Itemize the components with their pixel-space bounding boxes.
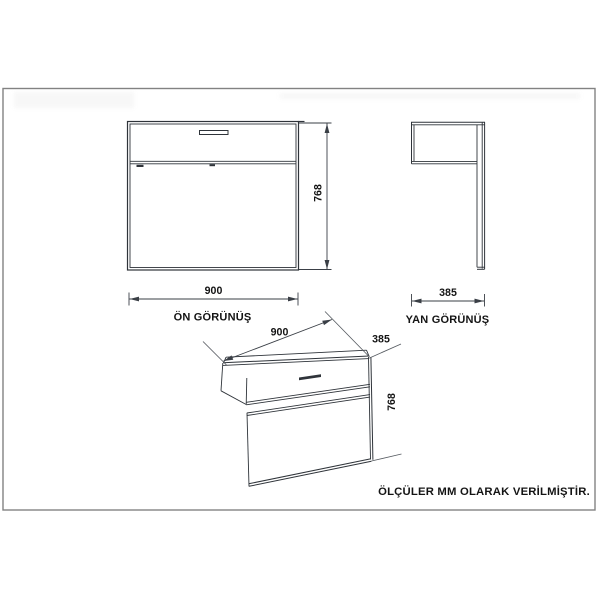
perspective-view <box>203 312 402 487</box>
extension-line <box>325 312 370 358</box>
side-view-caption: YAN GÖRÜNÜŞ <box>405 314 490 326</box>
drawer-divider <box>246 387 370 405</box>
extension-line <box>203 342 227 366</box>
units-note: ÖLÇÜLER MM OLARAK VERİLMİŞTİR. <box>378 486 590 498</box>
left-face-inner-edge <box>246 378 247 405</box>
drawer-handle <box>299 374 321 380</box>
arrowhead <box>288 297 298 302</box>
panel-bottom-edge <box>249 461 371 486</box>
perspective-depth-dimension <box>370 334 402 359</box>
perspective-height-dimension <box>372 393 402 461</box>
side-view-body <box>411 122 485 269</box>
right-edge <box>371 357 373 460</box>
front-view-body <box>128 122 305 271</box>
front-view-height-dimension <box>299 123 332 270</box>
arrowhead <box>322 320 332 326</box>
extension-line <box>372 454 402 461</box>
height-dimension-label: 768 <box>312 184 325 202</box>
hinge-mark <box>137 165 144 167</box>
arrowhead <box>325 260 330 270</box>
front-view <box>128 122 332 324</box>
panel-bottom-edge <box>249 459 371 484</box>
width-dimension-label: 900 <box>204 285 223 297</box>
hinge-mark <box>210 164 216 166</box>
left-face-edge <box>221 363 223 391</box>
perspective-body <box>221 350 373 486</box>
depth-dimension-label: 385 <box>372 333 390 346</box>
top-back-edge <box>226 350 367 357</box>
cabinet-inner-outline <box>130 124 296 268</box>
right-edge <box>369 357 371 460</box>
height-dimension-label: 768 <box>386 393 398 411</box>
body-bottom-edge <box>247 395 370 413</box>
width-dimension-label: 900 <box>270 326 289 339</box>
arrowhead <box>475 299 485 304</box>
arrowhead <box>412 299 422 304</box>
side-view <box>406 122 490 326</box>
arrowhead <box>224 355 234 361</box>
drawer-handle <box>200 131 229 135</box>
front-view-width-dimension <box>129 285 298 306</box>
depth-dimension-label: 385 <box>439 287 457 299</box>
cabinet-outline <box>128 122 299 271</box>
left-face-bottom-edge <box>221 391 246 405</box>
panel-left-edge <box>247 413 249 487</box>
arrowhead <box>325 124 330 134</box>
arrowhead <box>130 297 140 302</box>
side-view-depth-dimension <box>412 287 485 307</box>
extension-line <box>370 344 402 358</box>
front-view-caption: ÖN GÖRÜNÜŞ <box>173 311 252 324</box>
